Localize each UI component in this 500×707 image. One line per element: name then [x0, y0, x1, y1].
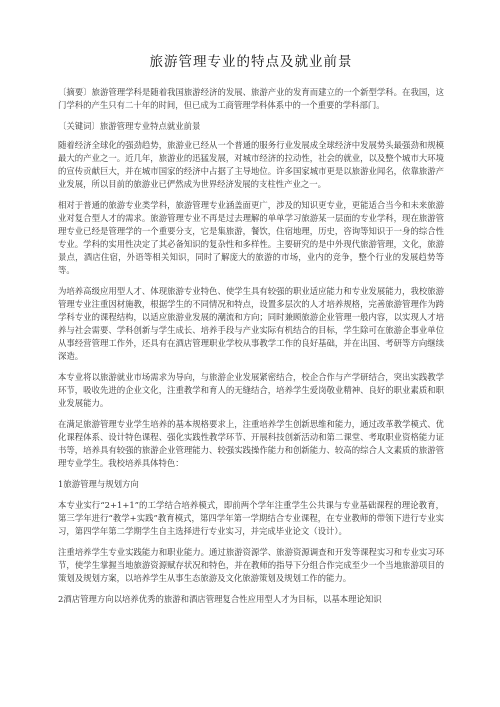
- paragraph-3: 为培养高级应用型人才、体现旅游专业特色、使学生具有较强的职业适应能力和专业发展能力，我校旅游管理专业注重因材施教，根据学生的不同情况和特点，设置多层次的人才培养规格，完善旅游管理作为跨学科专业的课程结构，以适应旅游业发展的潮流和方向；同时兼顾旅游企业管理一般内容，以实现人才培养与社会需要、学科创新与学生成长、培养手段与产业实际有机结合的目标，学生除可在旅游企事业单位从事经营管理工作外，还具有在酒店管理职业学校从事教学工作的良好基础，并在出国、考研等方向继续深造。: [58, 286, 444, 361]
- keywords: 〔关键词〕旅游管理专业特点就业前景: [58, 121, 201, 131]
- document-title: 旅游管理专业的特点及就业前景: [149, 54, 353, 70]
- paragraph-1: 随着经济全球化的强劲趋势，旅游业已经从一个普通的服务行业发展成全球经济中发展势头最强劲和规模最大的产业之一。近几年，旅游业的迅猛发展，对城市经济的拉动性，社会的就业，以及整个城市大环境的宣传贡献巨大，并在城市国家的经济中占据了主导地位。许多国家城市更是以旅游业闻名，依靠旅游产业发展，所以目前的旅游业已俨然成为世界经济发展的支柱性产业之一。: [58, 140, 444, 189]
- paragraph-2: 相对于普通的旅游专业类学科，旅游管理专业涵盖面更广，涉及的知识更专业，更能适合当今和未来旅游业对复合型人才的需求。旅游管理专业不再是过去理解的单单学习旅游某一层面的专业学科，现在旅游管理专业已经是管理学的一个重要分支，它是集旅游，餐饮，住宿地理，历史，咨询等知识于一身的综合性专业。学科的实用性决定了其必备知识的复杂性和多样性。主要研究的是中外现代旅游管理，文化，旅游景点，酒店住宿，外语等相关知识，同时了解庞大的旅游的市场，业内的竞争，整个行业的发展趋势等等。: [58, 200, 444, 275]
- section-1-paragraph-1: 本专业实行“2+1+1”的工学结合培养模式，即前两个学年注重学生公共课与专业基础课程的理论教育，第三学年进行“教学+实践”教育模式，第四学年第一学期结合专业课程，在专业教师的带领下进行专业实习，第四学年第二学期学生自主选择进行专业实习，并完成毕业论文（设计）。: [58, 500, 444, 536]
- abstract: 〔摘要〕旅游管理学科是随着我国旅游经济的发展、旅游产业的发育而建立的一个新型学科。在我国，这门学科的产生只有二十年的时间，但已成为工商管理学科体系中的一个重要的学科部门。: [58, 87, 444, 110]
- section-1-heading: 1旅游管理与规划方向: [58, 479, 139, 489]
- paragraph-5: 在满足旅游管理专业学生培养的基本规格要求上，注重培养学生创新思维和能力，通过改革教学模式、优化课程体系、设计特色课程、强化实践性教学环节、开展科技创新活动和第二课堂、考取职业资格能力证书等，培养具有较强的旅游企业管理能力、较强实践操作能力和创新能力、较高的综合人文素质的旅游管理专业学生。我校培养具体特色：: [58, 419, 444, 468]
- section-2-line: 2酒店管理方向以培养优秀的旅游和酒店管理复合性应用型人才为目标，以基本理论知识: [58, 594, 382, 604]
- paragraph-4: 本专业将以旅游就业市场需求为导向，与旅游企业发展紧密结合，校企合作与产学研结合，突出实践教学环节，吸收先进的企业文化，注重教学和育人的无缝结合，培养学生爱岗敬业精神、良好的职业素质和职业发展能力。: [58, 372, 444, 408]
- section-1-paragraph-2: 注重培养学生专业实践能力和职业能力。通过旅游资源学、旅游资源调查和开发等课程实习和专业实习环节，使学生掌握当地旅游资源赋存状况和特色，并在教师的指导下分组合作完成至少一个当地旅游项目的策划及规划方案，以培养学生从事生态旅游及文化旅游策划及规划工作的能力。: [58, 547, 444, 583]
